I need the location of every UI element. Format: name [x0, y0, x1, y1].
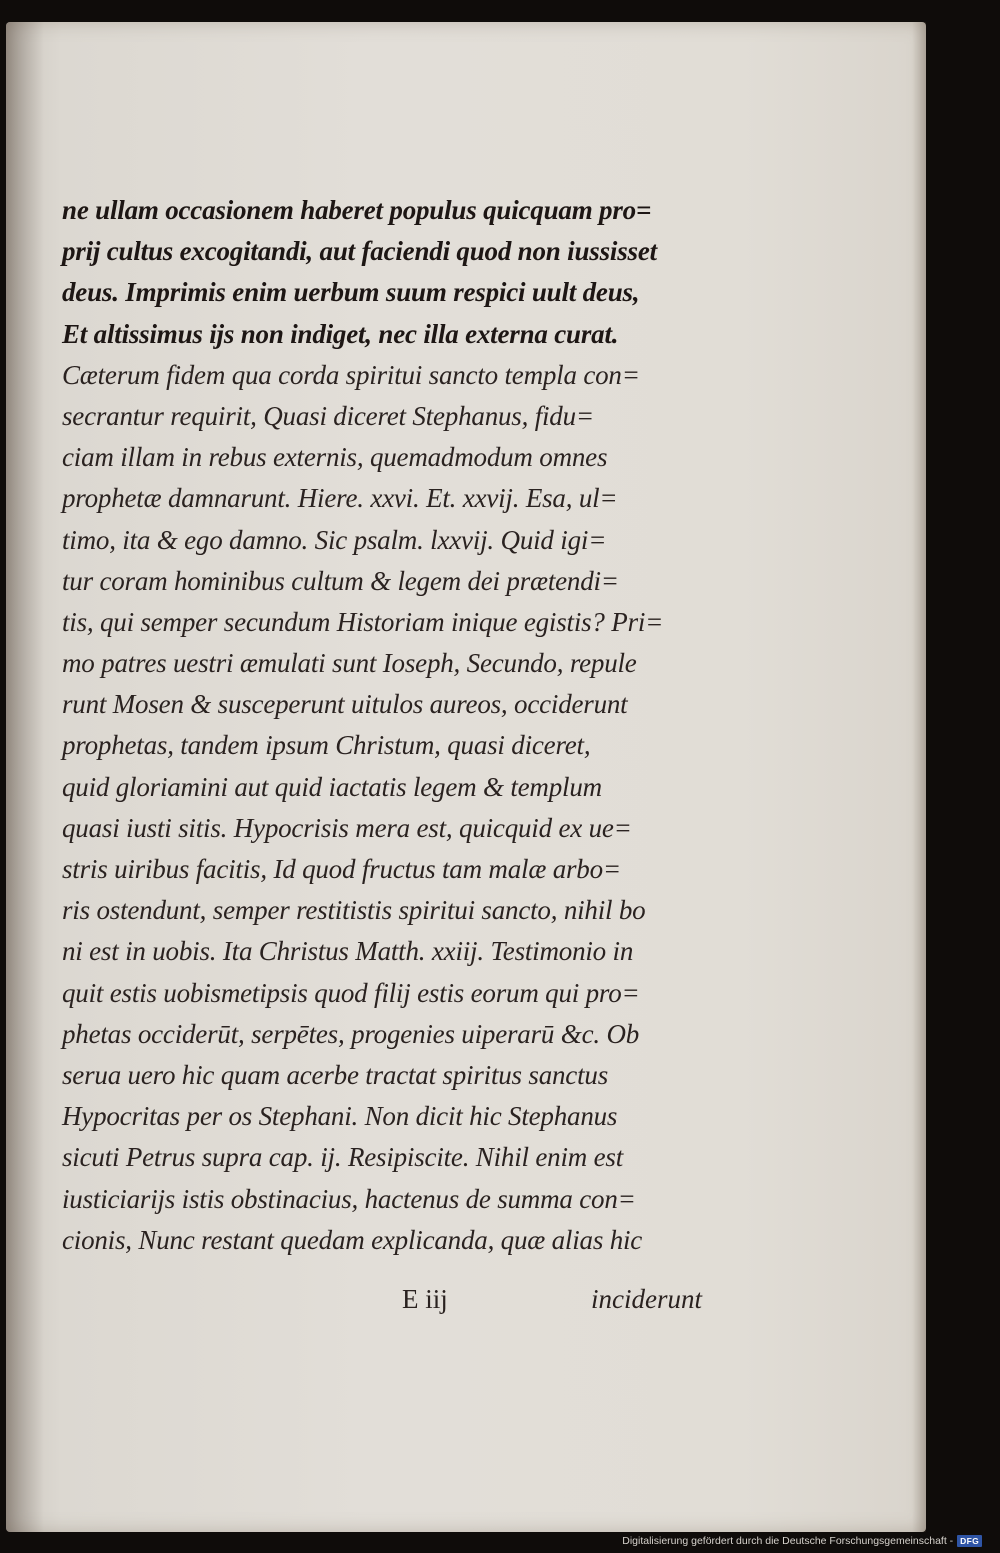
text-line: Cæterum fidem qua corda spiritui sancto templa con= [62, 359, 640, 390]
text-line: prij cultus excogitandi, aut faciendi quod non iussisset [62, 236, 657, 267]
text-line: ciam illam in rebus externis, quemadmodum omnes [62, 442, 608, 473]
text-line: tis, qui semper secundum Historiam inique egistis? Pri= [62, 606, 664, 637]
page-footer-line [62, 1284, 702, 1324]
text-line: cionis, Nunc restant quedam explicanda, quæ alias hic [62, 1224, 643, 1255]
gutter-shadow [6, 22, 44, 1532]
text-line: ris ostendunt, semper restitistis spiritui sancto, nihil bo [62, 895, 646, 926]
text-line: mo patres uestri æmulati sunt Ioseph, Secundo, repule [62, 648, 637, 679]
text-line: ne ullam occasionem haberet populus quicquam pro= [62, 195, 652, 225]
text-line: quasi iusti sitis. Hypocrisis mera est, quicquid ex ue= [62, 812, 632, 843]
digitization-credit [622, 1534, 982, 1548]
text-line: ni est in uobis. Ita Christus Matth. xxiij. Testimonio in [62, 936, 634, 967]
book-page [6, 22, 926, 1532]
text-line: quid gloriamini aut quid iactatis legem & templum [62, 771, 602, 802]
text-block [62, 190, 712, 1261]
text-line: quit estis uobismetipsis quod filij estis eorum qui pro= [62, 977, 640, 1008]
credit-text: Digitalisierung gefördert durch die Deutsche Forschungsgemeinschaft - [622, 1535, 954, 1547]
dfg-logo-icon: DFG [957, 1535, 982, 1547]
signature-mark: E iij [402, 1284, 448, 1314]
text-line: phetas occiderūt, serpētes, progenies uiperarū &c. Ob [62, 1018, 640, 1049]
page-edge [912, 22, 926, 1532]
text-line: prophetas, tandem ipsum Christum, quasi diceret, [62, 730, 591, 761]
text-line: deus. Imprimis enim uerbum suum respici uult deus, [62, 277, 640, 308]
text-line: Hypocritas per os Stephani. Non dicit hic Stephanus [62, 1101, 618, 1132]
catchword: inciderunt [591, 1284, 702, 1314]
text-line: runt Mosen & susceperunt uitulos aureos, occiderunt [62, 689, 628, 720]
text-line: sicuti Petrus supra cap. ij. Resipiscite. Nihil enim est [62, 1142, 623, 1173]
text-line: serua uero hic quam acerbe tractat spiritus sanctus [62, 1059, 609, 1090]
text-line: prophetæ damnarunt. Hiere. xxvi. Et. xxvij. Esa, ul= [62, 483, 618, 514]
text-line: tur coram hominibus cultum & legem dei prætendi= [62, 565, 619, 596]
text-line: secrantur requirit, Quasi diceret Stephanus, fidu= [62, 400, 594, 431]
text-line: Et altissimus ijs non indiget, nec illa externa curat. [62, 318, 619, 349]
text-line: stris uiribus facitis, Id quod fructus tam malæ arbo= [62, 854, 621, 884]
text-line: timo, ita & ego damno. Sic psalm. lxxvij. Quid igi= [62, 524, 607, 555]
text-line: iusticiarijs istis obstinacius, hactenus de summa con= [62, 1183, 636, 1214]
